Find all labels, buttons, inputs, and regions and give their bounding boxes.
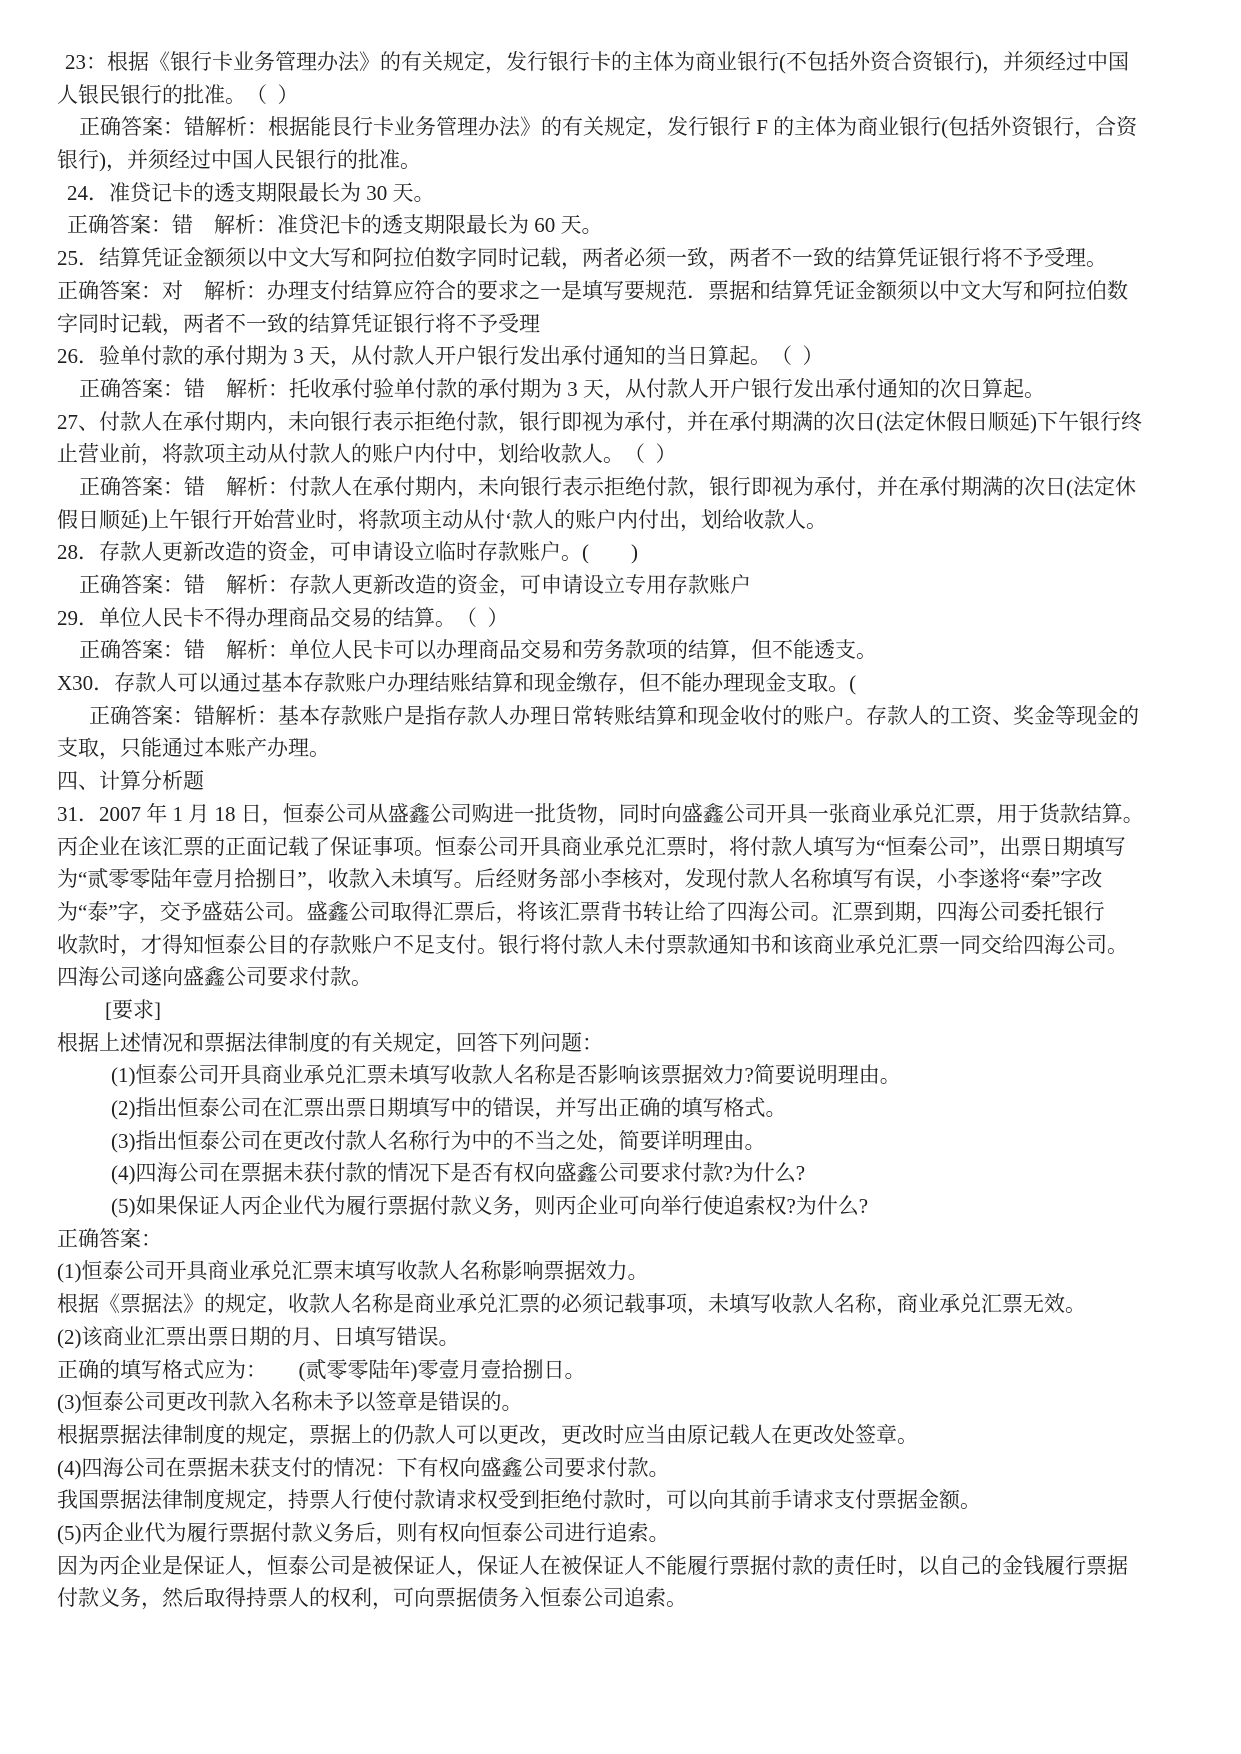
document-line: 正确答案：对 解析：办理支付结算应符合的要求之一是填写要规范．票据和结算凭证金额须以中文大写和阿拉伯数 xyxy=(57,278,1128,303)
document-line: 正确答案：错 解析：付款人在承付期内，未向银行表示拒绝付款，银行即视为承付，并在承付期满的次日(法定休 xyxy=(79,474,1136,499)
document-line: 26．验单付款的承付期为 3 天，从付款人开户银行发出承付通知的当日算起。 （ ） xyxy=(57,344,824,369)
document-line: 四、计算分析题 xyxy=(57,769,204,794)
document-line: 28．存款人更新改造的资金，可申请设立临时存款账户。( ) xyxy=(57,540,638,565)
document-line: 人银民银行的批准。 （ ） xyxy=(57,82,299,107)
document-line: 25．结算凭证金额须以中文大写和阿拉伯数字同时记载，两者必须一致，两者不一致的结算凭证银行将不予受理。 xyxy=(57,246,1107,271)
document-line: 正确答案： xyxy=(57,1226,162,1251)
document-line: (3)恒泰公司更改刊款入名称未予以签章是错误的。 xyxy=(57,1390,523,1415)
document-line: 正确答案：错解析：根据能艮行卡业务管理办法》的有关规定，发行银行 F 的主体为商业银行(包括外资银行，合资 xyxy=(79,115,1138,140)
document-line: 止营业前，将款项主动从付款人的账户内付中，划给收款人。 （ ） xyxy=(57,442,677,467)
document-line: 付款义务，然后取得持票人的权利，可向票据债务入恒泰公司追索。 xyxy=(57,1586,687,1611)
document-line: (1)恒泰公司开具商业承兑汇票末填写收款人名称影响票据效力。 xyxy=(57,1259,649,1284)
document-line: (2)该商业汇票出票日期的月、日填写错误。 xyxy=(57,1324,460,1349)
document-line: (5)丙企业代为履行票据付款义务后，则有权向恒泰公司进行追索。 xyxy=(57,1520,670,1545)
document-line: 假日顺延)上午银行开始营业时，将款项主动从付‘款人的账户内付出，划给收款人。 xyxy=(57,507,827,532)
document-line: (4)四海公司在票据未获付款的情况下是否有权向盛鑫公司要求付款?为什么? xyxy=(111,1161,806,1186)
document-line: 正确答案：错解析：基本存款账户是指存款人办理日常转账结算和现金收付的账户。存款人的工资、奖金等现金的 xyxy=(89,703,1139,728)
document-line: 支取，只能通过本账产办理。 xyxy=(57,736,330,761)
document-line: 正确答案：错 解析：单位人民卡可以办理商品交易和劳务款项的结算，但不能透支。 xyxy=(79,638,877,663)
document-line: (5)如果保证人丙企业代为履行票据付款义务，则丙企业可向举行使追索权?为什么? xyxy=(111,1194,869,1219)
document-line: 根据票据法律制度的规定，票据上的仍款人可以更改，更改时应当由原记载人在更改处签章。 xyxy=(57,1422,918,1447)
document-line: 24．准贷记卡的透支期限最长为 30 天。 xyxy=(67,180,435,205)
document-line: X30．存款人可以通过基本存款账户办理结账结算和现金缴存，但不能办理现金支取。( xyxy=(57,671,857,696)
document-line: 收款时，才得知恒泰公目的存款账户不足支付。银行将付款人未付票款通知书和该商业承兑汇票一同交给四海公司。 xyxy=(57,932,1128,957)
document-line: 为“贰零零陆年壹月拾捌日”，收款入未填写。后经财务部小李核对，发现付款人名称填写有误，小李遂将“秦”字改 xyxy=(57,867,1103,892)
document-line: (3)指出恒泰公司在更改付款人名称行为中的不当之处，简要详明理由。 xyxy=(111,1128,766,1153)
document-line: 正确的填写格式应为： (贰零零陆年)零壹月壹拾捌日。 xyxy=(57,1357,586,1382)
document-line: 正确答案：错 解析：托收承付验单付款的承付期为 3 天，从付款人开户银行发出承付通知的次日算起。 xyxy=(79,376,1045,401)
document-line: 四海公司遂向盛鑫公司要求付款。 xyxy=(57,965,372,990)
document-line: 因为丙企业是保证人，恒泰公司是被保证人，保证人在被保证人不能履行票据付款的责任时，以自己的金钱履行票据 xyxy=(57,1553,1128,1578)
document-line: 23：根据《银行卡业务管理办法》的有关规定，发行银行卡的主体为商业银行(不包括外资合资银行)，并须经过中国 xyxy=(65,50,1129,74)
document-line: 根据上述情况和票据法律制度的有关规定，回答下列问题： xyxy=(57,1030,603,1055)
document-line: 银行)，并须经过中国人民银行的批准。 xyxy=(57,148,421,173)
document-line: 31．2007 年 1 月 18 日，恒泰公司从盛鑫公司购进一批货物，同时向盛鑫公司开具一张商业承兑汇票，用于货款结算。 xyxy=(57,801,1144,826)
document-line: 根据《票据法》的规定，收款人名称是商业承兑汇票的必须记载事项，未填写收款人名称，商业承兑汇票无效。 xyxy=(57,1292,1086,1317)
document-line: 我国票据法律制度规定，持票人行使付款请求权受到拒绝付款时，可以向其前手请求支付票据金额。 xyxy=(57,1488,981,1513)
document-line: 为“泰”字，交予盛菇公司。盛鑫公司取得汇票后，将该汇票背书转让给了四海公司。汇票到期，四海公司委托银行 xyxy=(57,899,1105,924)
document-line: 正确答案：错 解析：准贷汜卡的透支期限最长为 60 天。 xyxy=(67,213,603,238)
document-line: 29．单位人民卡不得办理商品交易的结算。 （ ） xyxy=(57,605,509,630)
document-line: (4)四海公司在票据未获支付的情况：下有权向盛鑫公司要求付款。 xyxy=(57,1455,670,1480)
document-line: (1)恒泰公司开具商业承兑汇票未填写收款人名称是否影响该票据效力?简要说明理由。 xyxy=(111,1063,901,1088)
document-line: (2)指出恒泰公司在汇票出票日期填写中的错误，并写出正确的填写格式。 xyxy=(111,1096,787,1120)
document-line: 字同时记载，两者不一致的结算凭证银行将不予受理 xyxy=(57,311,540,336)
document-line: 正确答案：错 解析：存款人更新改造的资金，可申请设立专用存款账户 xyxy=(79,573,751,597)
document-line: 27、付款人在承付期内，未向银行表示拒绝付款，银行即视为承付，并在承付期满的次日(法定休假日顺延)下午银行终 xyxy=(57,409,1142,434)
document-body xyxy=(57,46,1189,1615)
document-line: [要求] xyxy=(105,997,161,1022)
document-line: 丙企业在该汇票的正面记载了保证事项。恒泰公司开具商业承兑汇票时，将付款人填写为“恒秦公司”，出票日期填写 xyxy=(57,834,1126,859)
